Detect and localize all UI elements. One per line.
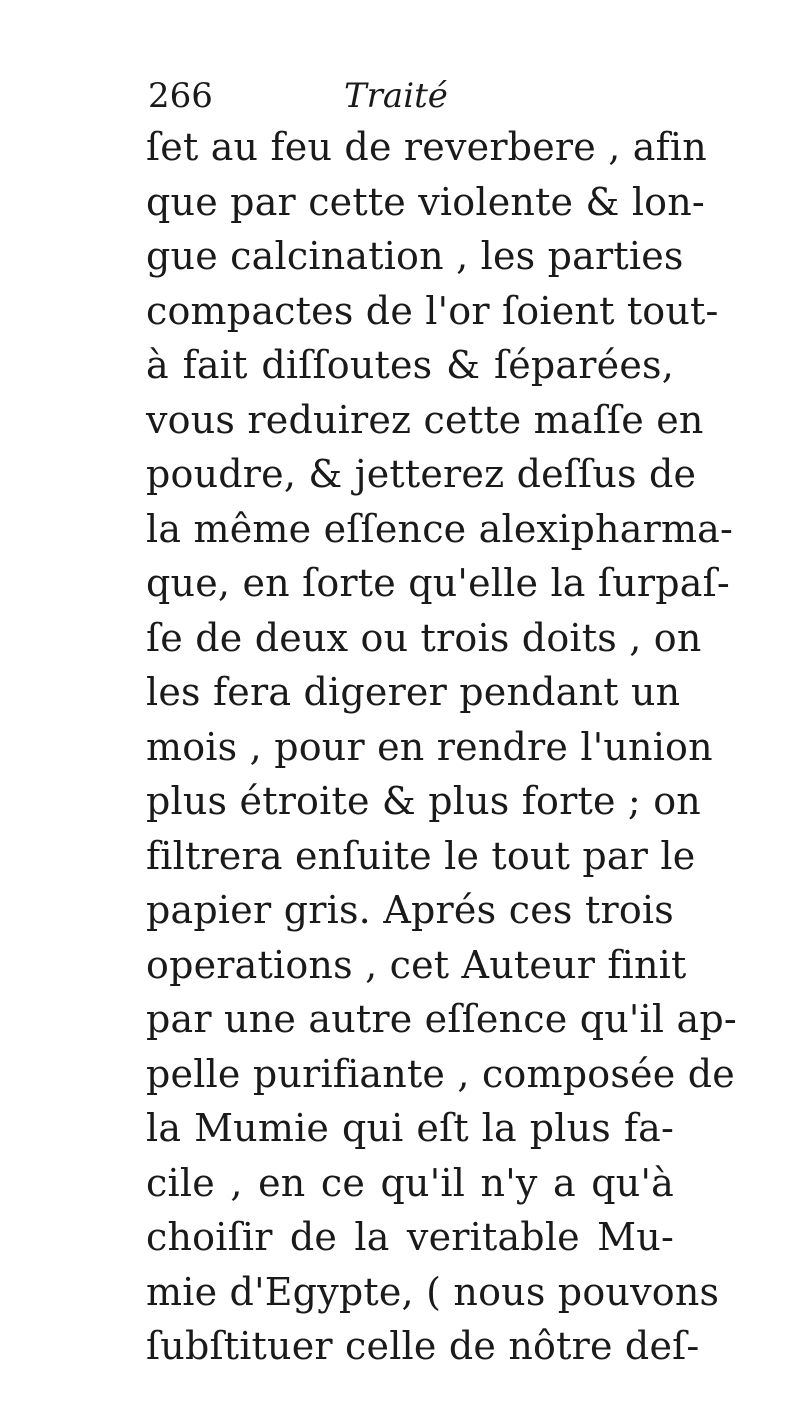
text-line: mois , pour en rendre l'union: [146, 724, 713, 769]
text-line: que par cette violente & lon-: [146, 179, 705, 224]
text-line: plus étroite & plus forte ; on: [146, 779, 701, 823]
text-line: papier gris. Aprés ces trois: [146, 888, 674, 932]
text-line: poudre, & jetterez deſſus de: [146, 452, 697, 496]
text-line: operations , cet Auteur finit: [146, 942, 687, 987]
text-line: mie d'Egypte, ( nous pouvons: [146, 1269, 720, 1314]
page-number: 266: [148, 76, 213, 116]
running-head: [148, 74, 668, 118]
text-line: la même eſſence alexipharma-: [146, 506, 734, 551]
running-title: Traité: [344, 76, 448, 116]
text-line: ſe de deux ou trois doits , on: [146, 615, 702, 660]
text-line: cile , en ce qu'il n'y a qu'à: [146, 1160, 674, 1205]
text-line: que, en ſorte qu'elle la ſurpaſ-: [146, 561, 730, 605]
text-line: vous reduirez cette maſſe en: [146, 397, 704, 442]
text-line: ſubſtituer celle de nôtre deſ-: [146, 1324, 700, 1368]
text-line: la Mumie qui eſt la plus fa-: [146, 1106, 674, 1150]
text-line: par une autre eſſence qu'il ap-: [146, 997, 737, 1041]
text-line: filtrera enſuite le tout par le: [146, 833, 696, 878]
text-line: compactes de l'or ſoient tout-: [146, 288, 719, 333]
text-line: pelle purifiante , composée de: [146, 1051, 735, 1096]
text-line: choiſir de la veritable Mu-: [146, 1215, 674, 1259]
text-line: gue calcination , les parties: [146, 234, 684, 278]
text-line: à fait diſſoutes & ſéparées,: [146, 343, 674, 387]
text-line: ſet au feu de reverbere , afin: [146, 125, 707, 169]
body-text: [146, 120, 737, 1374]
text-line: les fera digerer pendant un: [146, 670, 681, 714]
